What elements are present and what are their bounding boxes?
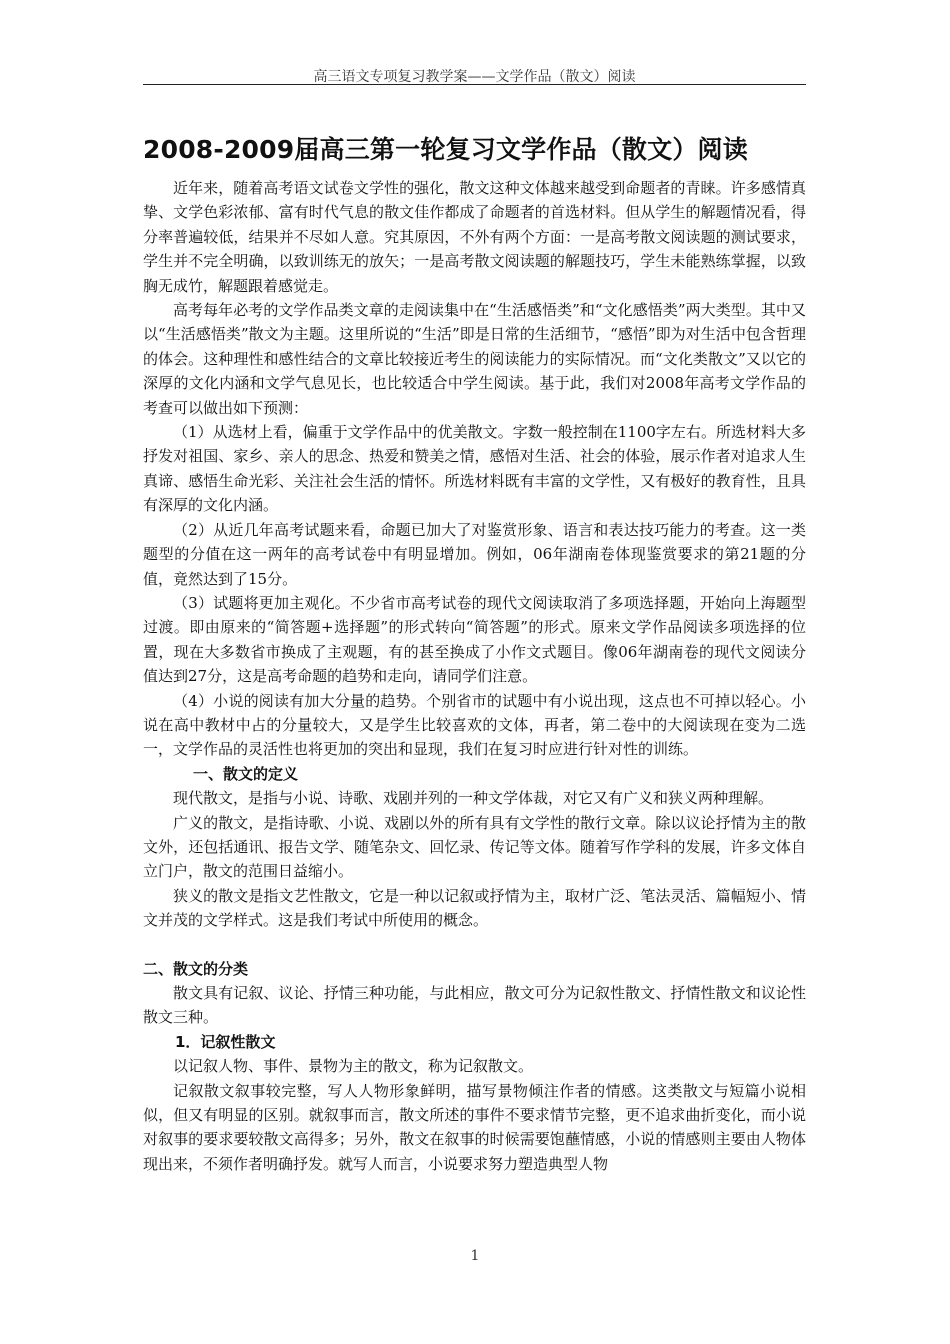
document-body [143, 176, 806, 1176]
page-number: 1 [470, 1248, 480, 1264]
section-heading: 二、散文的分类 [143, 959, 249, 978]
paragraph: 高考每年必考的文学作品类文章的走阅读集中在“生活感悟类”和“文化感悟类”两大类型。其中又以“生活感悟类”散文为主题。这里所说的“生活”即是日常的生活细节，“感悟”即为对生活中包含哲理的体会。这种理性和感性结合的文章比较接近考生的阅读能力的实际情况。而“文化类散文”又以它的深厚的文化内涵和文学气息见长，也比较适合中学生阅读。基于此，我们对2008年高考文学作品的考查可以做出如下预测： [143, 301, 806, 417]
paragraph: （1）从选材上看，偏重于文学作品中的优美散文。字数一般控制在1100字左右。所选材料大多抒发对祖国、家乡、亲人的思念、热爱和赞美之情，感悟对生活、社会的体验，展示作者对追求人生真谛、感悟生命光彩、关注社会生活的情怀。所选材料既有丰富的文学性，又有极好的教育性，且具有深厚的文化内涵。 [143, 423, 806, 515]
paragraph: 现代散文，是指与小说、诗歌、戏剧并列的一种文学体裁，对它又有广义和狭义两种理解。 [173, 789, 774, 808]
paragraph: 狭义的散文是指文艺性散文，它是一种以记叙或抒情为主，取材广泛、笔法灵活、篇幅短小、情文并茂的文学样式。这是我们考试中所使用的概念。 [143, 886, 806, 930]
paragraph: （3）试题将更加主观化。不少省市高考试卷的现代文阅读取消了多项选择题，开始向上海题型过渡。即由原来的“简答题+选择题”的形式转向“简答题”的形式。原来文学作品阅读多项选择的位置，现在大多数省市换成了主观题，有的甚至换成了小作文式题目。像06年湖南卷的现代文阅读分值达到27分，这是高考命题的趋势和走向，请同学们注意。 [143, 593, 806, 686]
paragraph: （4）小说的阅读有加大分量的趋势。个别省市的试题中有小说出现，这点也不可掉以轻心。小说在高中教材中占的分量较大，又是学生比较喜欢的文体，再者，第二卷中的大阅读现在变为二选一，文学作品的灵活性也将更加的突出和显现，我们在复习时应进行针对性的训练。 [143, 691, 806, 759]
document-title: 2008-2009届高三第一轮复习文学作品（散文）阅读 [143, 135, 748, 164]
section-heading: 一、散文的定义 [193, 764, 299, 783]
paragraph: 散文具有记叙、议论、抒情三种功能，与此相应，散文可分为记叙性散文、抒情性散文和议论性散文三种。 [143, 984, 806, 1027]
running-header: 高三语文专项复习教学案——文学作品（散文）阅读 [313, 69, 636, 85]
paragraph: 近年来，随着高考语文试卷文学性的强化，散文这种文体越来越受到命题者的青睐。许多感情真挚、文学色彩浓郁、富有时代气息的散文佳作都成了命题者的首选材料。但从学生的解题情况看，得分率普遍较低，结果并不尽如人意。究其原因，不外有两个方面：一是高考散文阅读题的测试要求，学生并不完全明确，以致训练无的放矢；一是高考散文阅读题的解题技巧，学生未能熟练掌握，以致胸无成竹，解题跟着感觉走。 [143, 179, 806, 295]
paragraph: （2）从近几年高考试题来看，命题已加大了对鉴赏形象、语言和表达技巧能力的考查。这一类题型的分值在这一两年的高考试卷中有明显增加。例如，06年湖南卷体现鉴赏要求的第21题的分值，竟然达到了15分。 [143, 520, 806, 588]
paragraph: 以记叙人物、事件、景物为主的散文，称为记叙散文。 [173, 1057, 534, 1076]
header-rule [143, 84, 806, 85]
spacer [143, 933, 806, 957]
paragraph: 广义的散文，是指诗歌、小说、戏剧以外的所有具有文学性的散行文章。除以议论抒情为主的散文外，还包括通讯、报告文学、随笔杂文、回忆录、传记等文体。随着写作学科的发展，许多文体自立门户，散文的范围日益缩小。 [143, 813, 806, 881]
paragraph: 记叙散文叙事较完整，写人人物形象鲜明，描写景物倾注作者的情感。这类散文与短篇小说相似，但又有明显的区别。就叙事而言，散文所述的事件不要求情节完整，更不追求曲折变化，而小说对叙事的要求要较散文高得多；另外，散文在叙事的时候需要饱蘸情感，小说的情感则主要由人物体现出来，不须作者明确抒发。就写人而言，小说要求努力塑造典型人物 [143, 1081, 806, 1173]
subsection-heading: 1．记叙性散文 [175, 1032, 276, 1051]
